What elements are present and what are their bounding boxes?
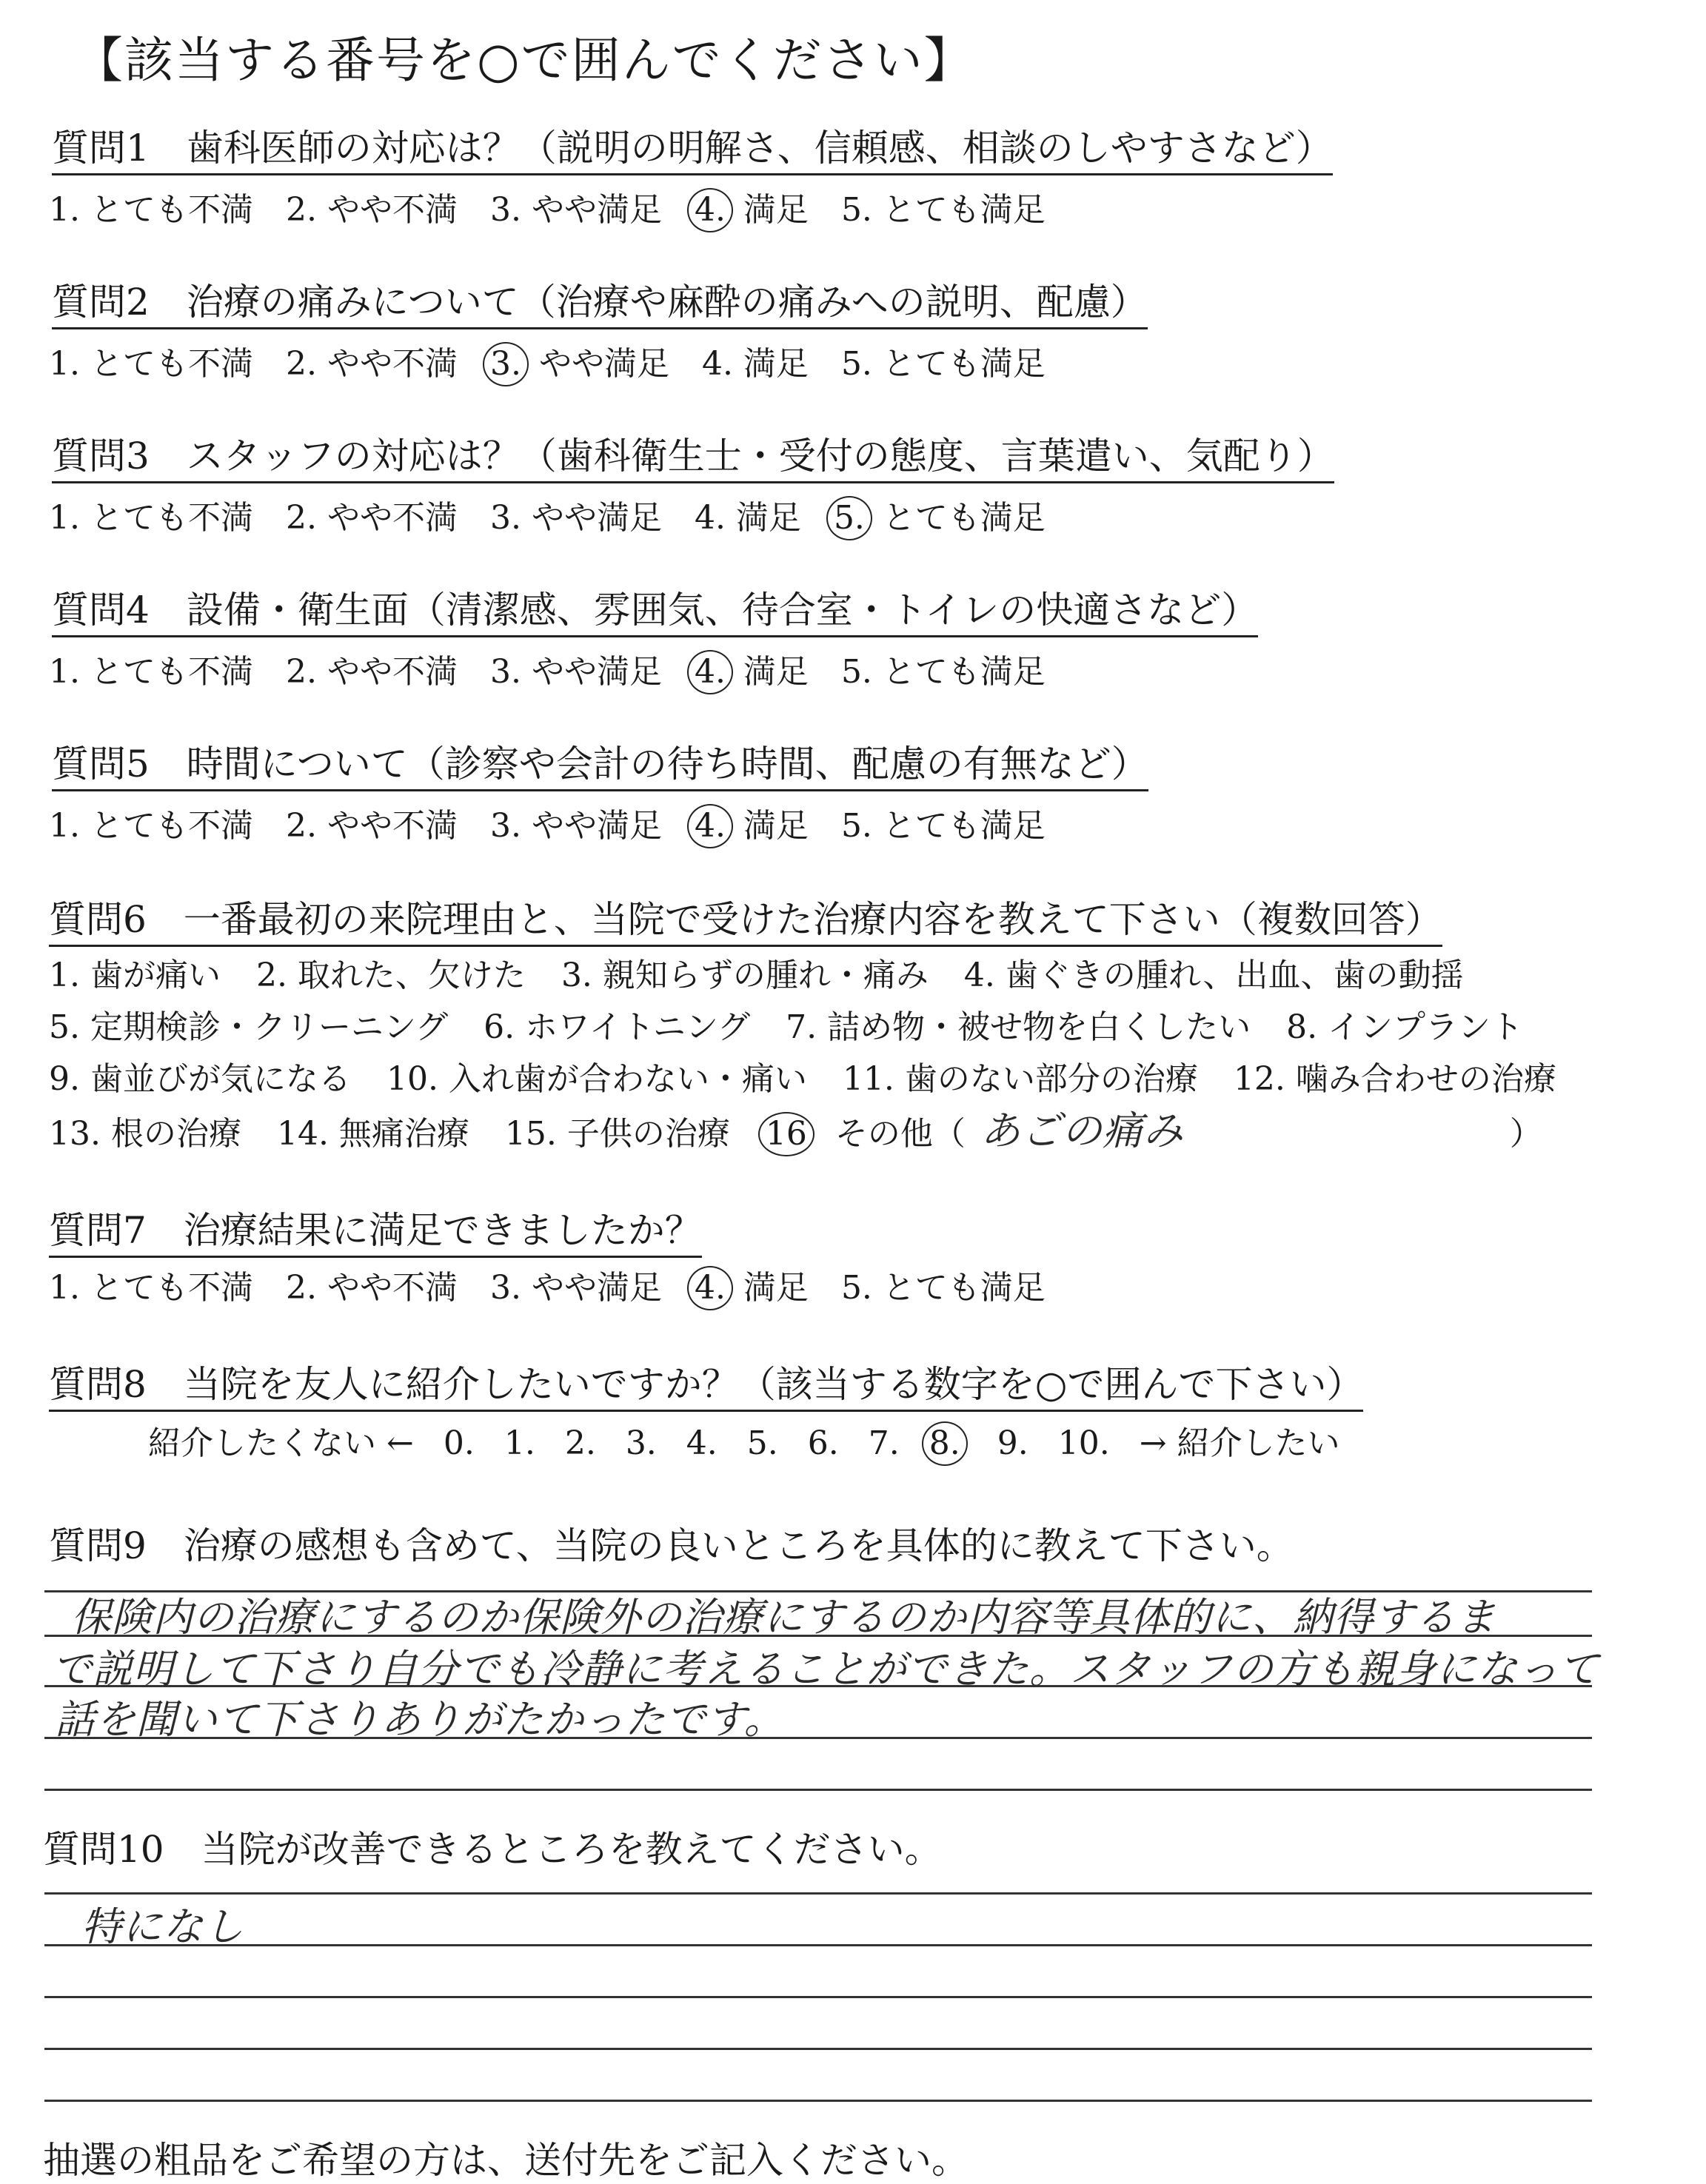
option-number: 1. (49, 191, 80, 229)
question-4-label: 質問4 設備・衛生面（清潔感、雰囲気、待合室・トイレの快適さなど） (52, 588, 1258, 637)
option-label: やや不満 (316, 653, 458, 691)
option-number: 2. (285, 653, 317, 691)
option-2[interactable] (286, 344, 458, 385)
option-number: 2. (285, 807, 317, 845)
question-5-label: 質問5 時間について（診察や会計の待ち時間、配慮の有無など） (52, 742, 1148, 791)
selected-circle: 5. (826, 496, 872, 540)
option-4[interactable] (695, 650, 809, 694)
question-5-options (49, 804, 1078, 848)
answer-line (44, 1944, 1592, 1946)
option-label: とても不満 (79, 807, 253, 845)
scale-option[interactable] (565, 1423, 596, 1464)
selected-circle: 4. (687, 650, 733, 694)
option-label: 満足 (725, 499, 801, 537)
option-number: 3. (489, 653, 521, 691)
option-label: やや満足 (521, 499, 662, 537)
option-label: とても満足 (872, 191, 1046, 229)
option-number: 2. (285, 1269, 317, 1307)
option-2[interactable] (286, 190, 458, 231)
option-3[interactable] (490, 190, 662, 231)
q6-option[interactable]: 2. 取れた、欠けた (255, 957, 526, 994)
option-number: 5. (840, 653, 872, 691)
option-3[interactable] (490, 651, 662, 693)
scale-option[interactable] (626, 1423, 657, 1464)
option-1[interactable] (49, 344, 253, 385)
scale-option[interactable] (808, 1423, 839, 1464)
option-5[interactable] (834, 496, 1046, 540)
option-label: やや不満 (316, 345, 458, 383)
question-4-options (49, 650, 1078, 694)
scale-number: 3. (625, 1424, 657, 1462)
scale-number: 0. (443, 1424, 475, 1462)
q10-answer[interactable]: 特になし (81, 1903, 244, 1950)
question-1-options (49, 188, 1078, 232)
scale-right-label: → 紹介したい (1139, 1424, 1340, 1462)
option-label: とても満足 (872, 499, 1046, 537)
option-label: 満足 (732, 345, 809, 383)
option-number: 4. (694, 499, 726, 537)
q8-scale (148, 1421, 1370, 1466)
option-1[interactable] (49, 190, 253, 231)
q6-option[interactable]: 9. 歯並びが気になる (49, 1060, 351, 1098)
option-number: 2. (285, 345, 317, 383)
option-number: 3. (489, 191, 521, 229)
selected-circle: 16 (758, 1112, 814, 1156)
answer-line (44, 2100, 1592, 2102)
selected-circle: 4. (687, 188, 733, 232)
scale-option[interactable] (869, 1423, 900, 1464)
option-5[interactable] (841, 1267, 1046, 1309)
q6-option[interactable]: 7. 詰め物・被せ物を白くしたい (786, 1008, 1251, 1046)
scale-number: 10. (1057, 1424, 1110, 1462)
option-label: とても不満 (79, 345, 253, 383)
option-2[interactable] (286, 1267, 458, 1309)
q6-option[interactable]: 12. 噛み合わせの治療 (1233, 1060, 1556, 1098)
option-4[interactable] (695, 804, 809, 848)
scale-option[interactable] (444, 1423, 475, 1464)
q6-row-2 (49, 1007, 1544, 1048)
option-1[interactable] (49, 805, 253, 847)
option-2[interactable] (286, 651, 458, 693)
q6-row-1 (49, 955, 1485, 996)
option-label: やや満足 (521, 653, 662, 691)
question-3-label: 質問3 スタッフの対応は？（歯科衛生士・受付の態度、言葉遣い、気配り） (52, 434, 1334, 483)
q6-option[interactable]: 13. 根の治療 (49, 1115, 241, 1153)
option-label: 満足 (732, 807, 809, 845)
option-4[interactable] (695, 188, 809, 232)
q6-option[interactable]: 5. 定期検診・クリーニング (49, 1008, 449, 1046)
scale-number: 5. (746, 1424, 778, 1462)
option-4[interactable] (702, 344, 809, 385)
option-3[interactable] (490, 1267, 662, 1309)
option-label: とても不満 (79, 499, 253, 537)
option-3[interactable] (490, 498, 662, 539)
option-2[interactable] (286, 805, 458, 847)
scale-number: 4. (686, 1424, 717, 1462)
option-number: 5. (840, 345, 872, 383)
q6-row-4 (49, 1108, 1542, 1156)
option-label: とても満足 (872, 345, 1046, 383)
q6-option[interactable]: 14. 無痛治療 (276, 1115, 469, 1153)
scale-number: 7. (868, 1424, 900, 1462)
option-1[interactable] (49, 498, 253, 539)
option-3[interactable] (490, 805, 662, 847)
option-label: やや不満 (316, 191, 458, 229)
scale-option[interactable] (504, 1423, 535, 1464)
scale-number: 9. (997, 1424, 1028, 1462)
option-2[interactable] (286, 498, 458, 539)
option-label: やや満足 (528, 345, 669, 383)
q9-answer-line-1[interactable]: 保険内の治療にするのか保険外の治療にするのか内容等具体的に、納得するま (71, 1594, 1496, 1641)
option-1[interactable] (49, 651, 253, 693)
option-label: 満足 (732, 191, 809, 229)
scale-option[interactable] (929, 1421, 968, 1466)
q6-option[interactable]: 11. 歯のない部分の治療 (842, 1060, 1198, 1098)
scale-option[interactable] (747, 1423, 778, 1464)
question-3-options (49, 496, 1078, 540)
option-label: やや不満 (316, 499, 458, 537)
option-number: 2. (285, 499, 317, 537)
option-label: とても不満 (79, 653, 253, 691)
option-number: 1. (49, 653, 80, 691)
q6-option[interactable]: 15. 子供の治療 (504, 1115, 730, 1153)
option-number: 5. (840, 1269, 872, 1307)
option-4[interactable] (695, 498, 801, 539)
answer-line (44, 1892, 1592, 1895)
scale-number: 6. (807, 1424, 839, 1462)
option-label: とても満足 (872, 1269, 1046, 1307)
q6-option[interactable]: 8. インプラント (1286, 1008, 1524, 1046)
q6-option[interactable]: 4. 歯ぐきの腫れ、出血、歯の動揺 (963, 957, 1464, 994)
option-number: 5. (840, 807, 872, 845)
question-1-label: 質問1 歯科医師の対応は？（説明の明解さ、信頼感、相談のしやすさなど） (52, 126, 1333, 175)
option-number: 4. (701, 345, 733, 383)
option-number: 1. (49, 807, 80, 845)
selected-circle: 8. (922, 1421, 968, 1466)
q6-option[interactable]: 1. 歯が痛い (49, 957, 221, 994)
option-label: やや満足 (521, 807, 662, 845)
scale-option[interactable] (686, 1423, 717, 1464)
option-label: やや不満 (316, 1269, 458, 1307)
q6-row-3 (49, 1059, 1577, 1100)
answer-line (44, 2048, 1592, 2050)
question-10-label: 質問10 当院が改善できるところを教えてください。 (43, 1828, 942, 1871)
option-number: 1. (49, 345, 80, 383)
q6-option[interactable]: 6. ホワイトニング (484, 1008, 751, 1046)
selected-circle: 4. (687, 804, 733, 848)
q6-option[interactable]: 3. 親知らずの腫れ・痛み (561, 957, 929, 994)
selected-circle: 4. (687, 1266, 733, 1310)
option-label: とても不満 (79, 1269, 253, 1307)
scale-number: 2. (564, 1424, 596, 1462)
question-9-label: 質問9 治療の感想も含めて、当院の良いところを具体的に教えて下さい。 (49, 1524, 1294, 1567)
q9-answer-line-2[interactable]: で説明して下さり自分でも冷静に考えることができた。スタッフの方も親身になって (52, 1646, 1599, 1692)
selected-circle: 3. (483, 342, 529, 386)
option-number: 3. (489, 499, 521, 537)
option-label: 満足 (732, 653, 809, 691)
q9-answer-line-3[interactable]: 話を聞いて下さりありがたかったです。 (55, 1696, 785, 1743)
scale-option[interactable] (1058, 1423, 1110, 1464)
option-number: 5. (840, 191, 872, 229)
option-number: 1. (49, 1269, 80, 1307)
q6-option[interactable]: 10. 入れ歯が合わない・痛い (386, 1060, 807, 1098)
scale-number: 1. (504, 1424, 535, 1462)
option-label: とても満足 (872, 653, 1046, 691)
question-8-label: 質問8 当院を友人に紹介したいですか？（該当する数字を○で囲んで下さい） (49, 1362, 1363, 1412)
q6-option-other[interactable] (766, 1112, 814, 1156)
scale-option[interactable] (997, 1423, 1028, 1464)
option-5[interactable] (841, 190, 1046, 231)
option-label: 満足 (732, 1269, 809, 1307)
answer-line (44, 1789, 1592, 1791)
question-2-label: 質問2 治療の痛みについて（治療や麻酔の痛みへの説明、配慮） (52, 280, 1148, 329)
answer-line (44, 1996, 1592, 1998)
q7-options (49, 1266, 1078, 1310)
option-number: 2. (285, 191, 317, 229)
option-number: 3. (489, 1269, 521, 1307)
footer-note: 抽選の粗品をご希望の方は、送付先をご記入ください。 (43, 2139, 969, 2182)
option-label: やや不満 (316, 807, 458, 845)
option-5[interactable] (841, 651, 1046, 693)
page-title: 【該当する番号を○で囲んでください】 (74, 32, 974, 89)
question-6-label: 質問6 一番最初の来院理由と、当院で受けた治療内容を教えて下さい（複数回答） (49, 897, 1442, 947)
option-1[interactable] (49, 1267, 253, 1309)
option-3[interactable] (490, 342, 669, 386)
option-number: 3. (489, 807, 521, 845)
option-label: とても満足 (872, 807, 1046, 845)
q6-other-label: その他（ (834, 1115, 966, 1153)
option-label: やや満足 (521, 1269, 662, 1307)
option-label: やや満足 (521, 191, 662, 229)
option-4[interactable] (695, 1266, 809, 1310)
option-number: 1. (49, 499, 80, 537)
option-label: とても不満 (79, 191, 253, 229)
option-5[interactable] (841, 805, 1046, 847)
question-7-label: 質問7 治療結果に満足できましたか？ (49, 1208, 702, 1258)
option-5[interactable] (841, 344, 1046, 385)
q6-other-handwritten[interactable]: あごの痛み (980, 1108, 1184, 1154)
question-2-options (49, 342, 1078, 386)
q6-other-close: ） (1509, 1115, 1542, 1153)
scale-left-label: 紹介したくない ← (148, 1424, 414, 1462)
